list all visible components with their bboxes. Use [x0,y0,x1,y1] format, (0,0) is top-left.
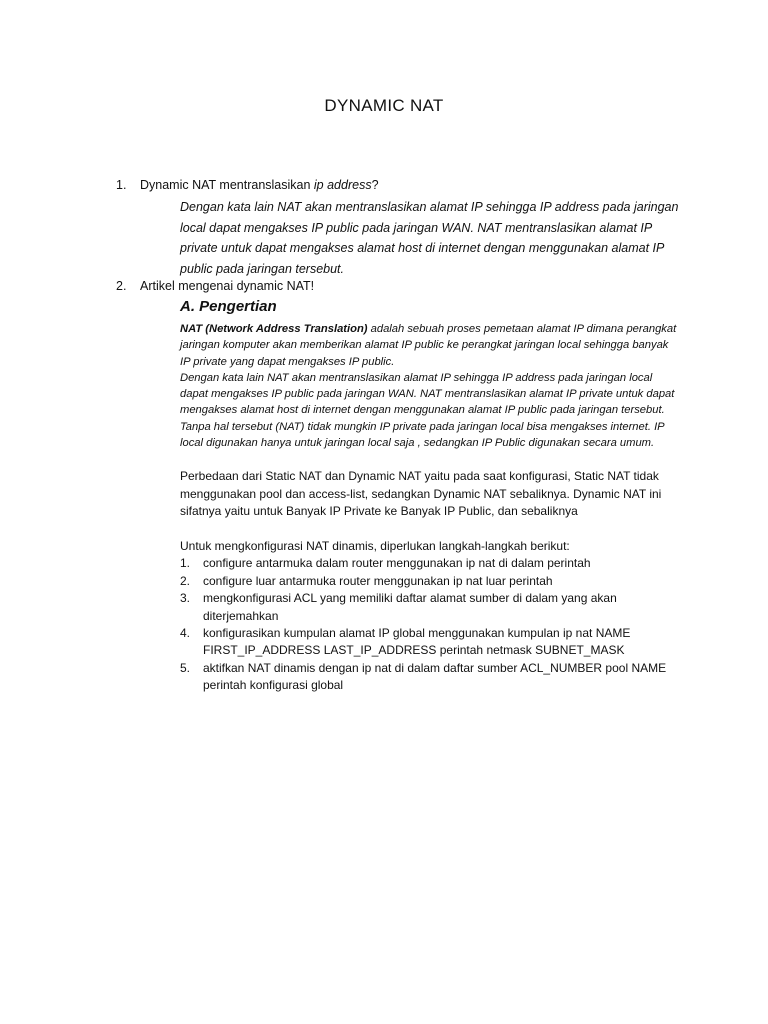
article-paragraph-1 [180,321,680,370]
article-body [180,321,680,451]
langkah-section [180,538,670,695]
langkah-intro: Untuk mengkonfigurasi NAT dinamis, diperlukan langkah-langkah berikut: [180,539,570,553]
step-text: konfigurasikan kumpulan alamat IP global menggunakan kumpulan ip nat NAME FIRST_IP_ADDRESS LAST_IP_ADDRESS perintah netmask SUBNET_MASK [203,626,631,658]
question-text-plain: Dynamic NAT mentranslasikan [140,178,314,192]
section-heading: A. Pengertian [180,298,277,315]
step-number: 5. [180,660,191,675]
question-text-end: ? [371,178,379,192]
article-p1-text: adalah sebuah proses pemetaan alamat IP dimana perangkat jaringan komputer akan memberikan alamat IP public ke perangkat jaringan local sehingga banyak IP private yang dapat mengakses IP public. [180,323,677,368]
article-paragraph-2: Dengan kata lain NAT akan mentranslasikan alamat IP sehingga IP address pada jaringan local dapat mengakses IP public pada jaringan WAN. NAT mentranslasikan alamat IP private untuk dapat mengakses alamat host di internet dengan menggunakan alamat IP public pada jaringan tersebut. Tanpa hal tersebut (NAT) tidak mungkin IP private pada jaringan local bisa mengakses internet. IP local digunakan hanya untuk jaringan local saja , sedangkan IP Public digunakan secara umum. [180,371,675,450]
perbedaan-paragraph: Perbedaan dari Static NAT dan Dynamic NAT yaitu pada saat konfigurasi, Static NAT tidak menggunakan pool dan access-list, sedangkan Dynamic NAT sebaliknya. Dynamic NAT ini sifatnya yaitu untuk Banyak IP Private ke Banyak IP Public, dan sebaliknya [180,469,662,518]
page-title: DYNAMIC NAT [324,96,444,115]
step-item [180,555,670,572]
step-number: 3. [180,591,191,606]
step-item [180,625,670,660]
question-number: 1. [116,178,127,192]
step-text: aktifkan NAT dinamis dengan ip nat di dalam daftar sumber ACL_NUMBER pool NAME perintah konfigurasi global [203,660,667,693]
question-text [140,178,379,192]
step-item [180,660,670,695]
step-number: 1. [180,556,191,571]
step-text: mengkonfigurasi ACL yang memiliki daftar alamat sumber di dalam yang akan diterjemahkan [203,591,617,623]
step-number: 2. [180,573,191,588]
step-item [180,590,670,625]
nat-term: NAT (Network Address Translation) [180,323,368,335]
question-text: Artikel mengenai dynamic NAT! [140,279,315,293]
question-number: 2. [116,279,127,293]
question-text-italic: ip address [313,178,372,192]
answer-paragraph: Dengan kata lain NAT akan mentranslasikan alamat IP sehingga IP address pada jaringan local dapat mengakses IP public pada jaringan WAN. NAT mentranslasikan alamat IP private untuk dapat mengakses alamat host di internet dengan menggunakan alamat IP public pada jaringan tersebut. [180,200,679,276]
step-number: 4. [180,626,191,641]
steps-list [180,555,670,694]
step-text: configure luar antarmuka router menggunakan ip nat luar perintah [203,573,553,588]
step-item [180,573,670,590]
step-text: configure antarmuka dalam router menggunakan ip nat di dalam perintah [203,556,591,571]
